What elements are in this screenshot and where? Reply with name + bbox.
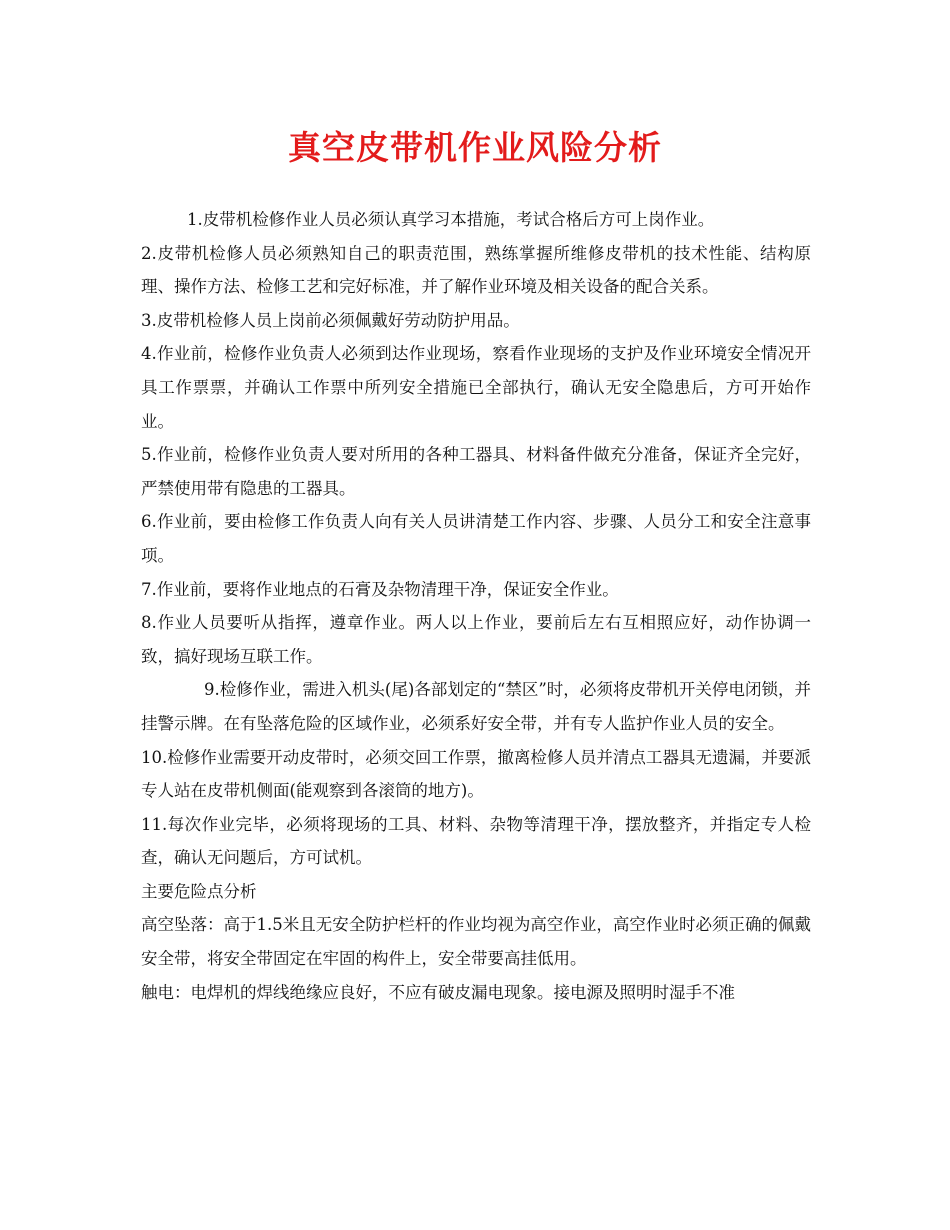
paragraph-1: 1.皮带机检修作业人员必须认真学习本措施，考试合格后方可上岗作业。 [187, 210, 715, 229]
paragraph-fall-from-height: 高空坠落：高于1.5米且无安全防护栏杆的作业均视为高空作业，高空作业时必须正确的佩戴安全带，将安全带固定在牢固的构件上，安全带要高挂低用。 [141, 915, 811, 969]
page-title: 真空皮带机作业风险分析 [288, 128, 662, 167]
paragraph-9: 9.检修作业，需进入机头(尾)各部划定的“禁区”时，必须将皮带机开关停电闭锁，并挂警示牌。在有坠落危险的区域作业，必须系好安全带，并有专人监护作业人员的安全。 [141, 680, 811, 733]
paragraph-11: 11.每次作业完毕，必须将现场的工具、材料、杂物等清理干净，摆放整齐，并指定专人检查，确认无问题后，方可试机。 [141, 814, 811, 868]
paragraph-4: 4.作业前，检修作业负责人必须到达作业现场，察看作业现场的支护及作业环境安全情况开具工作票票，并确认工作票中所列安全措施已全部执行，确认无安全隐患后，方可开始作业。 [141, 344, 811, 431]
section-heading-hazards: 主要危险点分析 [141, 881, 257, 901]
document-body [141, 203, 811, 1009]
paragraph-electric-shock: 触电：电焊机的焊线绝缘应良好，不应有破皮漏电现象。接电源及照明时湿手不准 [141, 982, 735, 1002]
paragraph-3: 3.皮带机检修人员上岗前必须佩戴好劳动防护用品。 [141, 310, 520, 330]
paragraph-5: 5.作业前，检修作业负责人要对所用的各种工器具、材料备件做充分准备，保证齐全完好，严禁使用带有隐患的工器具。 [141, 445, 811, 498]
paragraph-2: 2.皮带机检修人员必须熟知自己的职责范围，熟练掌握所维修皮带机的技术性能、结构原理、操作方法、检修工艺和完好标准，并了解作业环境及相关设备的配合关系。 [141, 243, 811, 297]
paragraph-10: 10.检修作业需要开动皮带时，必须交回工作票，撤离检修人员并清点工器具无遗漏，并要派专人站在皮带机侧面(能观察到各滚筒的地方)。 [141, 747, 811, 801]
paragraph-6: 6.作业前，要由检修工作负责人向有关人员讲清楚工作内容、步骤、人员分工和安全注意事项。 [141, 512, 811, 565]
paragraph-8: 8.作业人员要听从指挥，遵章作业。两人以上作业，要前后左右互相照应好，动作协调一致，搞好现场互联工作。 [141, 613, 811, 666]
paragraph-7: 7.作业前，要将作业地点的石膏及杂物清理干净，保证安全作业。 [141, 579, 619, 599]
